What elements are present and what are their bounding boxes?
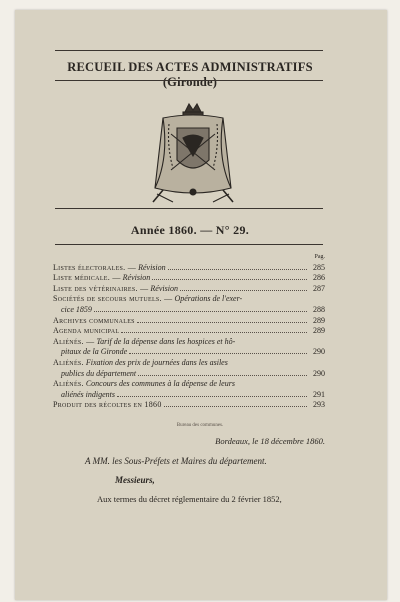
year-rule	[55, 244, 323, 245]
toc-entry-detail: Révision	[138, 262, 166, 272]
toc-page-number: 290	[313, 368, 325, 378]
toc-entry-text	[61, 390, 115, 399]
toc-entry-detail: aliénés indigents	[61, 389, 115, 399]
issue-year-number: Année 1860. — N° 29.	[130, 223, 250, 237]
toc-entry-text	[53, 379, 235, 388]
document-page	[15, 10, 387, 600]
toc-page-number: 290	[313, 347, 325, 357]
letter-date: Bordeaux, le 18 décembre 1860.	[215, 436, 325, 446]
toc-entry-detail: Fixation des prix de journées dans les asiles	[85, 357, 228, 367]
toc-leader-dots	[164, 406, 307, 407]
toc-entry	[53, 335, 325, 346]
toc-entry-detail: Opérations de l'exer-	[174, 294, 243, 304]
toc-leader-dots	[121, 332, 307, 333]
toc-entry-title: Aliénés. —	[53, 336, 95, 346]
toc-entry	[53, 282, 325, 293]
letter-body-first-line: Aux termes du décret réglementaire du 2 février 1852,	[97, 494, 282, 504]
toc-entry-title: Listes électorales. —	[53, 262, 137, 272]
letter-address: A MM. les Sous-Préfets et Maires du département.	[85, 456, 267, 466]
toc-leader-dots	[152, 279, 307, 280]
section-separator: Bureau des communes.	[176, 423, 224, 428]
toc-entry-title: Aliénés.	[53, 357, 84, 367]
toc-entry	[53, 314, 325, 325]
crest-rule	[55, 208, 323, 209]
toc-leader-dots	[129, 353, 307, 354]
toc-entry-detail: Concours des communes à la dépense de leurs	[85, 379, 235, 389]
toc-entry-detail: Révision	[122, 273, 151, 283]
toc-entry-detail: Tarif de la dépense dans les hospices et hô-	[96, 336, 236, 346]
toc-entry	[53, 261, 325, 272]
toc-entry	[53, 399, 325, 410]
toc-entry-detail: Révision	[150, 283, 178, 293]
toc-entry-text	[53, 294, 242, 303]
toc-leader-dots	[138, 375, 307, 376]
toc-leader-dots	[168, 269, 307, 270]
toc-entry	[53, 325, 325, 336]
toc-entry-text	[61, 305, 92, 314]
toc-leader-dots	[137, 322, 307, 323]
toc-entry-title: Agenda municipal	[53, 326, 120, 336]
toc-page-number: 285	[313, 262, 325, 272]
table-of-contents	[53, 254, 325, 409]
toc-page-number: 286	[313, 273, 325, 283]
toc-page-number: 293	[313, 400, 325, 410]
toc-leader-dots	[117, 396, 307, 397]
toc-entry	[53, 346, 325, 357]
toc-entry-text	[53, 316, 135, 325]
header-bottom-rule	[55, 80, 323, 81]
toc-list	[53, 261, 325, 409]
toc-page-number: 291	[313, 389, 325, 399]
imperial-crest-emblem	[143, 98, 243, 208]
toc-page-number: 287	[313, 283, 325, 293]
toc-page-header: Pag.	[314, 254, 325, 260]
letter-salutation: Messieurs,	[115, 475, 155, 485]
toc-entry-title: Liste des vétérinaires. —	[53, 283, 149, 293]
header-top-rule	[55, 50, 323, 51]
page-title: RECUEIL DES ACTES ADMINISTRATIFS (Gironde)	[67, 60, 313, 89]
toc-entry	[53, 293, 325, 304]
toc-page-number: 288	[313, 304, 325, 314]
toc-entry-detail: cice 1859	[61, 304, 92, 314]
toc-leader-dots	[180, 290, 307, 291]
toc-entry-title: Sociétés de secours mutuels. —	[53, 294, 173, 304]
toc-entry	[53, 303, 325, 314]
toc-entry-title: Liste médicale. —	[53, 273, 121, 283]
toc-entry-text	[53, 284, 178, 293]
toc-entry-title: Aliénés.	[53, 379, 84, 389]
toc-entry-text	[61, 369, 136, 378]
toc-entry-text	[61, 347, 127, 356]
toc-entry-text	[53, 326, 119, 335]
toc-entry-text	[53, 337, 235, 346]
toc-entry-text	[53, 263, 166, 272]
toc-entry-text	[53, 358, 228, 367]
toc-entry	[53, 356, 325, 367]
toc-entry	[53, 388, 325, 399]
toc-entry-title: Archives communales	[53, 315, 135, 325]
toc-entry-detail: publics du département	[61, 368, 137, 378]
toc-entry-text	[53, 273, 150, 282]
toc-entry	[53, 378, 325, 389]
toc-leader-dots	[94, 311, 307, 312]
toc-entry	[53, 272, 325, 283]
toc-entry-text	[53, 400, 162, 409]
toc-entry-detail: pitaux de la Gironde	[61, 347, 128, 357]
toc-entry	[53, 367, 325, 378]
toc-entry-title: Produit des récoltes en 1860	[53, 400, 162, 410]
toc-page-number: 289	[313, 315, 325, 325]
toc-page-number: 289	[313, 326, 325, 336]
